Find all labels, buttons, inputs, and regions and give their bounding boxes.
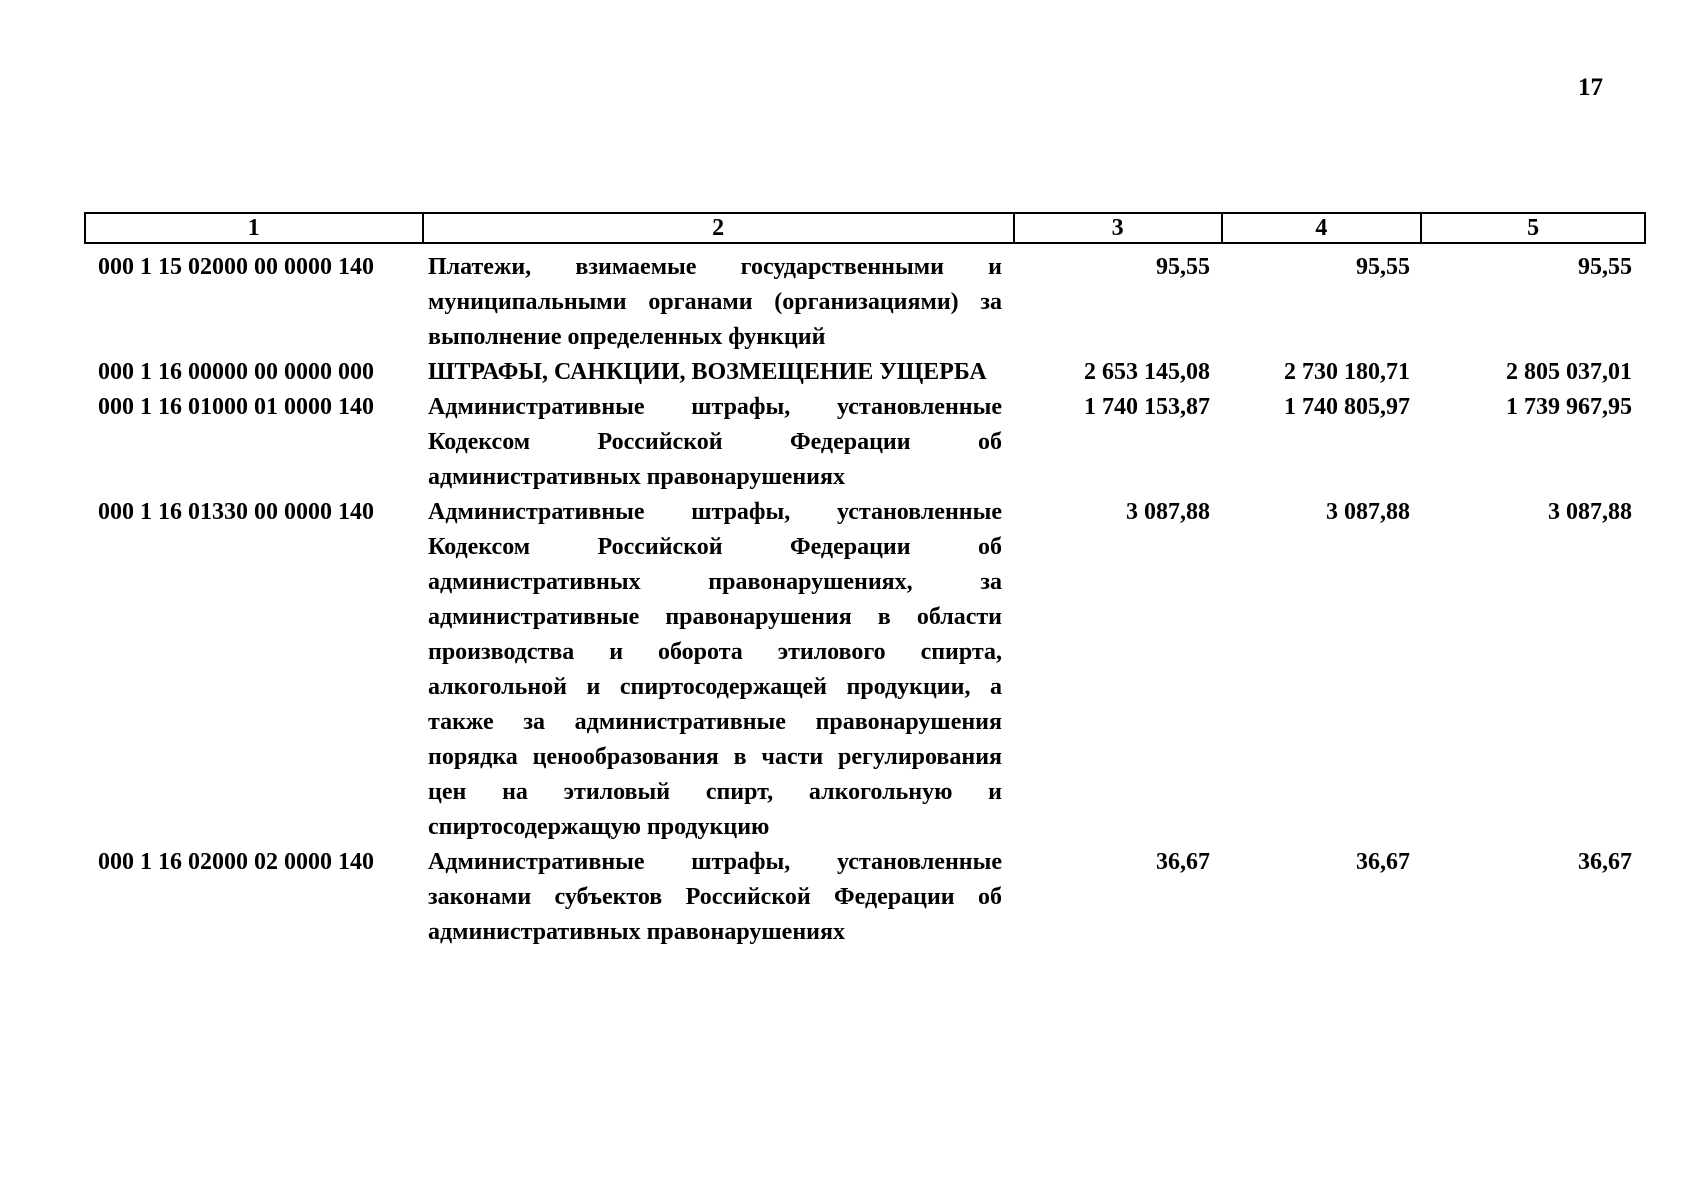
value-column-4: 95,55 xyxy=(1356,254,1410,280)
value-column-5: 1 739 967,95 xyxy=(1506,394,1632,420)
revenue-name: Административные штрафы, установленные Кодексом Российской Федерации об административных правонарушениях, за административные правонарушения в области производства и оборота этилового спирта, алкогольной и спиртосодержащей продукции, а также за административные правонарушения порядка ценообразования в части регулирования цен на этиловый спирт, алкогольную и спиртосодержащую продукцию xyxy=(428,499,1002,840)
value-column-3: 3 087,88 xyxy=(1126,499,1210,525)
column-header-3: 3 xyxy=(1015,214,1223,242)
revenue-name: Административные штрафы, установленные Кодексом Российской Федерации об административных правонарушениях xyxy=(428,394,1002,490)
value-column-3: 1 740 153,87 xyxy=(1084,394,1210,420)
table-header xyxy=(84,212,1646,244)
revenue-name: Административные штрафы, установленные законами субъектов Российской Федерации об административных правонарушениях xyxy=(428,849,1002,945)
page-number: 17 xyxy=(1578,74,1603,101)
value-column-5: 2 805 037,01 xyxy=(1506,359,1632,385)
table-row xyxy=(84,355,1646,390)
value-column-4: 36,67 xyxy=(1356,849,1410,875)
value-column-3: 95,55 xyxy=(1156,254,1210,280)
budget-code: 000 1 16 00000 00 0000 000 xyxy=(98,359,374,385)
value-column-3: 36,67 xyxy=(1156,849,1210,875)
budget-code: 000 1 16 01330 00 0000 140 xyxy=(98,499,374,525)
value-column-5: 36,67 xyxy=(1578,849,1632,875)
value-column-4: 2 730 180,71 xyxy=(1284,359,1410,385)
value-column-3: 2 653 145,08 xyxy=(1084,359,1210,385)
table-row xyxy=(84,495,1646,845)
table-row xyxy=(84,390,1646,495)
budget-code: 000 1 16 01000 01 0000 140 xyxy=(98,394,374,420)
column-header-4: 4 xyxy=(1223,214,1423,242)
table-body xyxy=(84,250,1646,950)
revenue-name: ШТРАФЫ, САНКЦИИ, ВОЗМЕЩЕНИЕ УЩЕРБА xyxy=(428,359,987,385)
column-header-1: 1 xyxy=(86,214,424,242)
column-header-2: 2 xyxy=(424,214,1015,242)
revenue-name: Платежи, взимаемые государственными и муниципальными органами (организациями) за выполнение определенных функций xyxy=(428,254,1002,350)
value-column-4: 1 740 805,97 xyxy=(1284,394,1410,420)
value-column-4: 3 087,88 xyxy=(1326,499,1410,525)
value-column-5: 95,55 xyxy=(1578,254,1632,280)
table-row xyxy=(84,250,1646,355)
budget-code: 000 1 16 02000 02 0000 140 xyxy=(98,849,374,875)
value-column-5: 3 087,88 xyxy=(1548,499,1632,525)
budget-code: 000 1 15 02000 00 0000 140 xyxy=(98,254,374,280)
table-row xyxy=(84,845,1646,950)
column-header-5: 5 xyxy=(1527,215,1540,241)
